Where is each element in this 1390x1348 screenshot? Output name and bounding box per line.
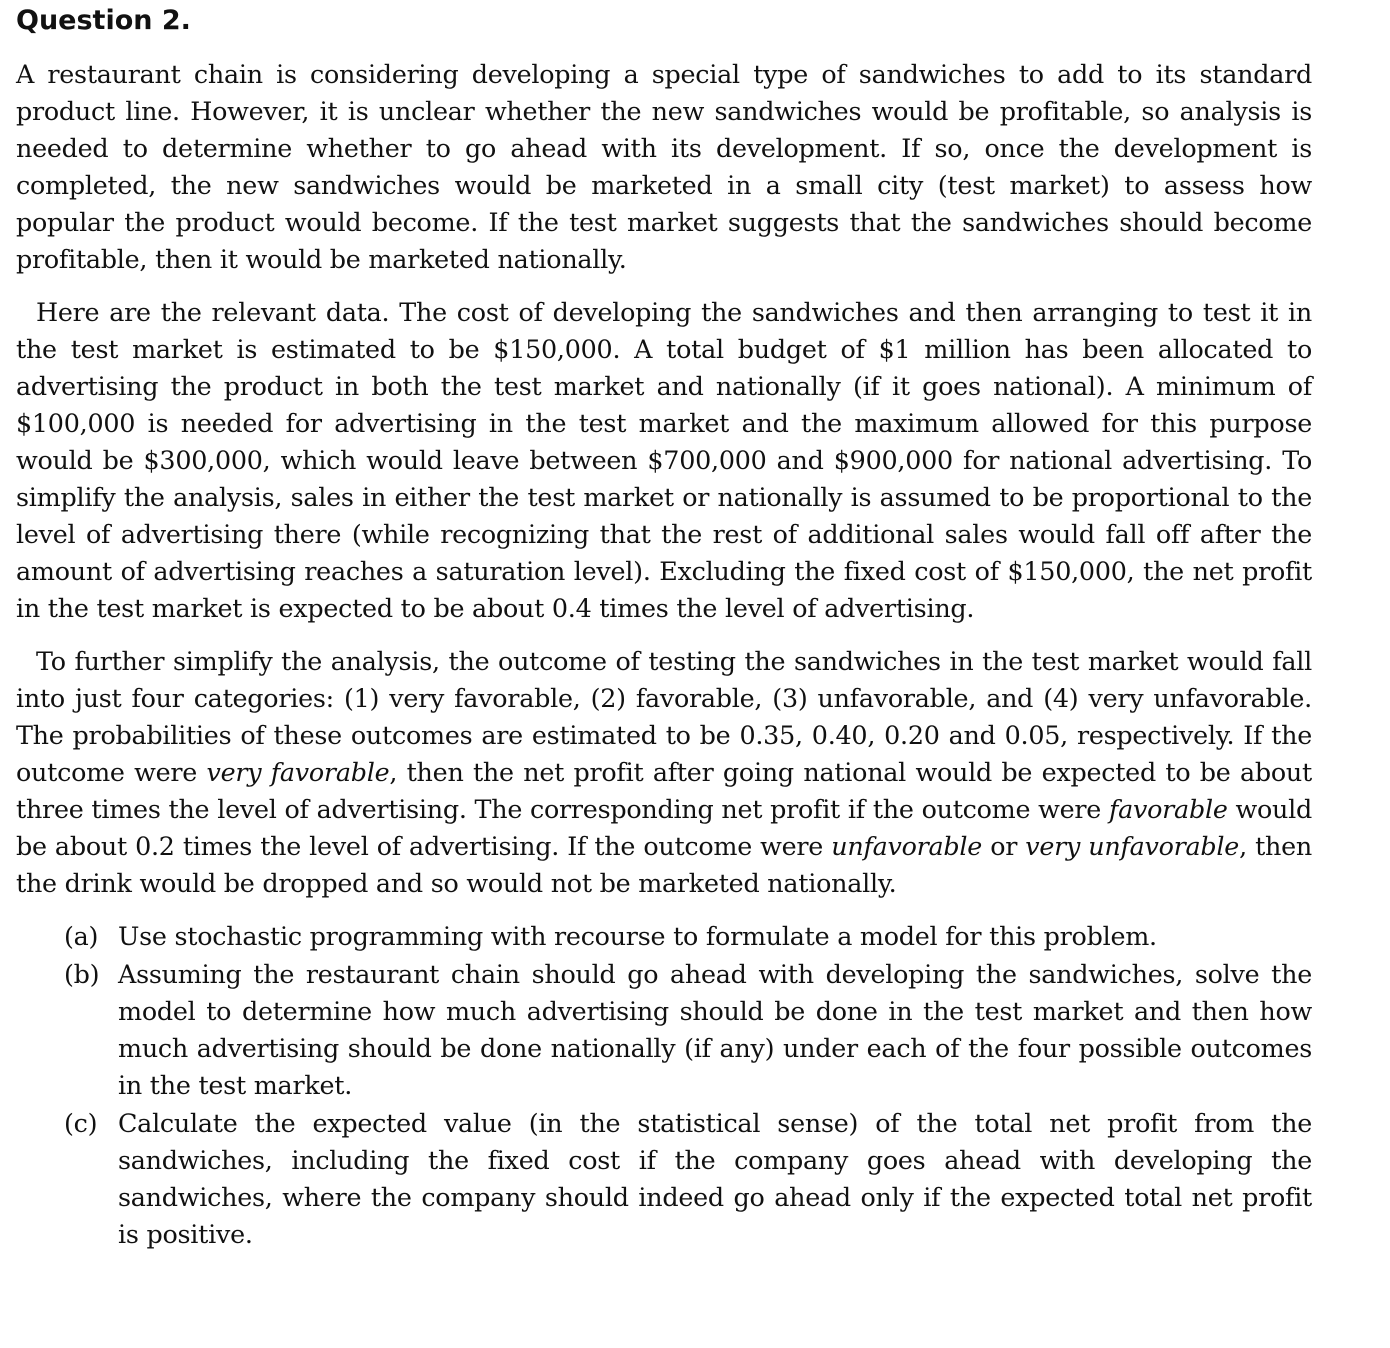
question-part-b [16, 956, 1312, 1104]
question-page [16, 0, 1312, 1254]
part-label: (a) [64, 921, 99, 951]
outcome-favorable: favorable [1109, 794, 1228, 824]
outcome-unfavorable: unfavorable [831, 831, 983, 861]
data-paragraph: Here are the relevant data. The cost of developing the sandwiches and then arranging to test it in the test market is estimated to be $150,000. A total budget of $1 million has been allocated to advertising the product in both the test market and nationally (if it goes national). A minimum of $100,000 is needed for advertising in the test market and the maximum allowed for this purpose would be $300,000, which would leave between $700,000 and $900,000 for national advertising. To simplify the analysis, sales in either the test market or nationally is assumed to be proportional to the level of advertising there (while recognizing that the rest of additional sales would fall off after the amount of advertising reaches a saturation level). Excluding the fixed cost of $150,000, the net profit in the test market is expected to be about 0.4 times the level of advertising. [16, 297, 1312, 623]
intro-paragraph: A restaurant chain is considering developing a special type of sandwiches to add to its standard product line. However, it is unclear whether the new sandwiches would be profitable, so analysis is needed to determine whether to go ahead with its development. If so, once the development is completed, the new sandwiches would be marketed in a small city (test market) to assess how popular the product would become. If the test market suggests that the sandwiches should become profitable, then it would be marketed nationally. [16, 59, 1312, 274]
question-part-a [16, 918, 1312, 955]
question-parts-list [16, 918, 1312, 1253]
outcomes-paragraph [16, 643, 1312, 902]
part-text: Assuming the restaurant chain should go ahead with developing the sandwiches, solve the model to determine how much advertising should be done in the test market and then how much advertising should be done nationally (if any) under each of the four possible outcomes in the test market. [118, 959, 1312, 1100]
question-title: Question 2. [16, 5, 191, 36]
outcome-very-unfavorable: very unfavorable [1025, 831, 1240, 861]
outcomes-text-3: would be about 0.2 times the level of advertising. If the outcome were [16, 794, 1312, 861]
part-label: (c) [64, 1108, 98, 1138]
outcomes-text-2: , then the net profit after going national would be expected to be about three times the level of advertising. The corresponding net profit if the outcome were [16, 757, 1312, 824]
part-label: (b) [64, 959, 100, 989]
part-text: Use stochastic programming with recourse to formulate a model for this problem. [118, 921, 1157, 951]
outcomes-text-5: , then the drink would be dropped and so would not be marketed nationally. [16, 831, 1312, 898]
outcome-very-favorable: very favorable [206, 757, 390, 787]
part-text: Calculate the expected value (in the statistical sense) of the total net profit from the sandwiches, including the fixed cost if the company goes ahead with developing the sandwiches, where the company should indeed go ahead only if the expected total net profit is positive. [118, 1108, 1312, 1249]
question-part-c [16, 1105, 1312, 1253]
outcomes-text-4: or [982, 831, 1026, 861]
outcomes-text-1: To further simplify the analysis, the outcome of testing the sandwiches in the test market would fall into just four categories: (1) very favorable, (2) favorable, (3) unfavorable, and (4) very unfavorable. The probabilities of these outcomes are estimated to be 0.35, 0.40, 0.20 and 0.05, respectively. If the outcome were [16, 646, 1312, 787]
